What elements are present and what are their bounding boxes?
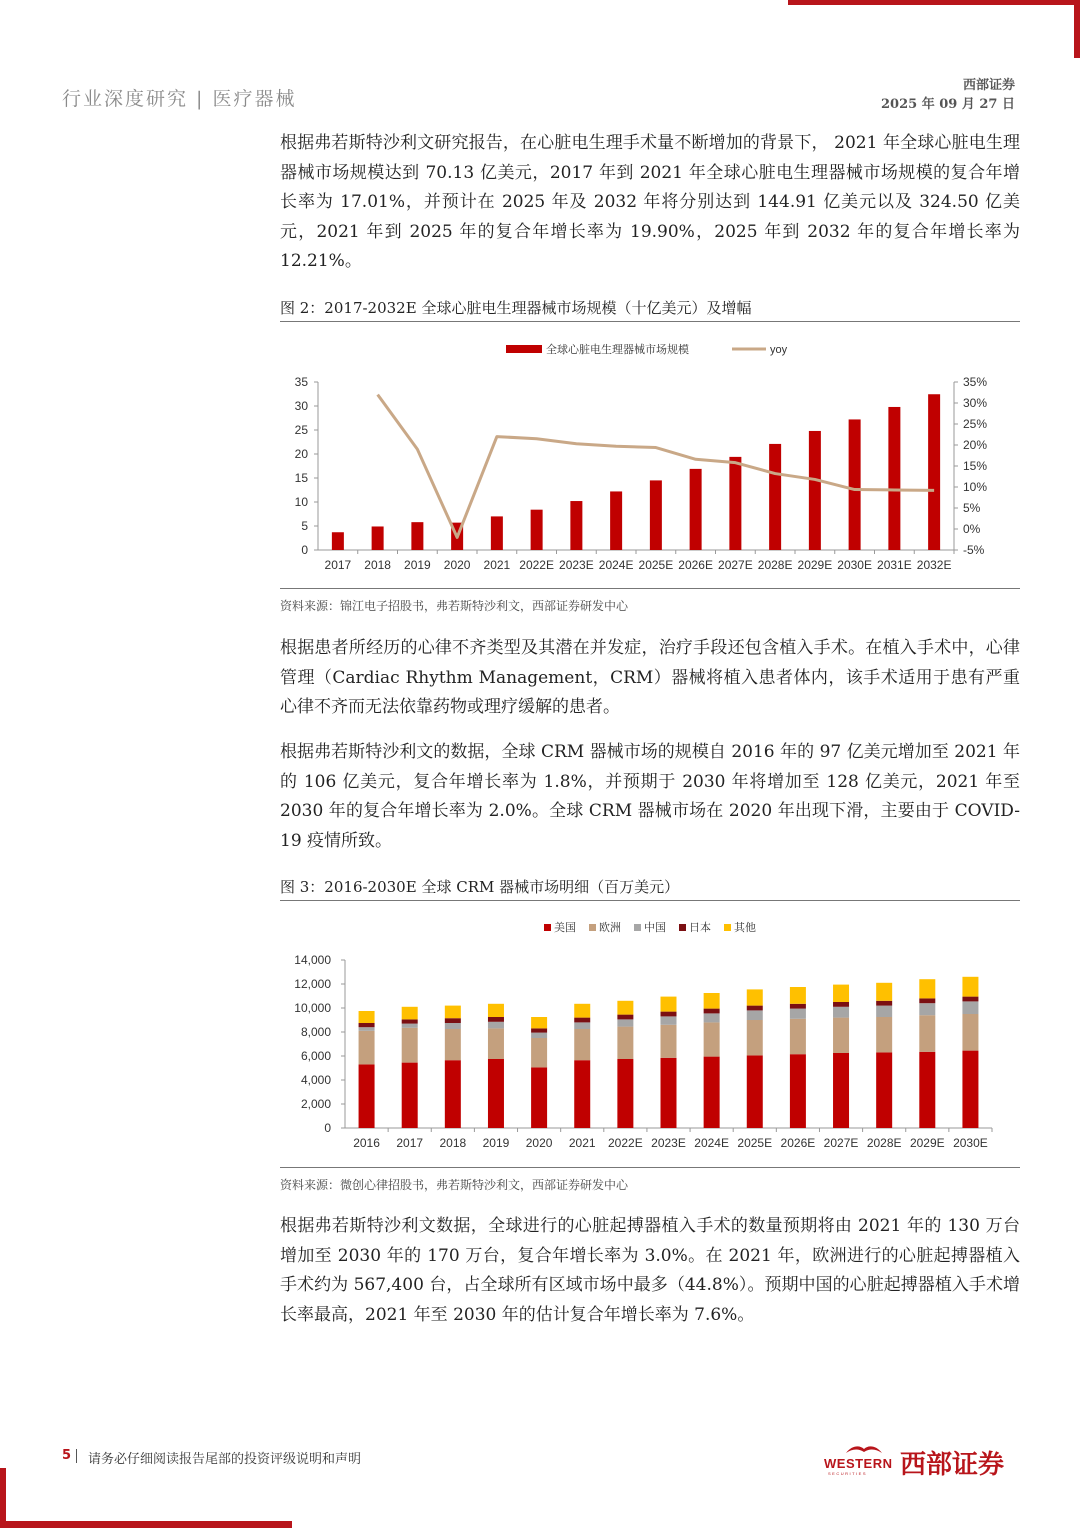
x-tick-label: 2024E bbox=[598, 558, 634, 572]
y-tick-label: 6,000 bbox=[300, 1049, 331, 1063]
stacked-bar-segment bbox=[574, 1060, 590, 1128]
legend-swatch bbox=[634, 924, 641, 931]
stacked-bar-segment bbox=[833, 985, 849, 1002]
stacked-bar-segment bbox=[531, 1017, 547, 1028]
figure-2-title: 图 2：2017-2032E 全球心脏电生理器械市场规模（十亿美元）及增幅 bbox=[280, 299, 752, 317]
y-tick-label-right: 0% bbox=[963, 522, 981, 536]
stacked-bar-segment bbox=[747, 1020, 763, 1055]
stacked-bar-segment bbox=[876, 983, 892, 1001]
stacked-bar-segment bbox=[919, 998, 935, 1003]
stacked-bar-segment bbox=[531, 1033, 547, 1038]
bar bbox=[928, 394, 940, 550]
figure-3-bottom-rule bbox=[280, 1167, 1020, 1168]
stacked-bar-segment bbox=[617, 1019, 633, 1026]
stacked-bar-segment bbox=[445, 1029, 461, 1060]
legend-swatch bbox=[544, 924, 551, 931]
y-tick-label: 2,000 bbox=[300, 1097, 331, 1111]
stacked-bar-segment bbox=[402, 1019, 418, 1023]
x-tick-label: 2029E bbox=[909, 1136, 945, 1150]
legend-label: 日本 bbox=[689, 922, 711, 934]
stacked-bar-segment bbox=[833, 1053, 849, 1128]
x-tick-label: 2023E bbox=[559, 558, 594, 572]
y-tick-label-left: 30 bbox=[294, 399, 308, 413]
figure-3-chart bbox=[280, 908, 1020, 1164]
stacked-bar-segment bbox=[919, 1015, 935, 1052]
stacked-bar-segment bbox=[359, 1031, 375, 1065]
x-tick-label: 2030E bbox=[837, 558, 872, 572]
bar bbox=[491, 516, 503, 550]
legend-swatch bbox=[724, 924, 731, 931]
x-tick-label: 2016 bbox=[353, 1136, 380, 1150]
legend-swatch bbox=[589, 924, 596, 931]
y-tick-label-left: 10 bbox=[294, 495, 308, 509]
stacked-bar-segment bbox=[445, 1018, 461, 1023]
bar bbox=[650, 480, 662, 550]
header-category: 行业深度研究 | 医疗器械 bbox=[62, 88, 297, 110]
stacked-bar-segment bbox=[747, 1055, 763, 1128]
x-tick-label: 2026E bbox=[678, 558, 713, 572]
bar bbox=[809, 431, 821, 550]
stacked-bar-segment bbox=[962, 1051, 978, 1128]
x-tick-label: 2027E bbox=[718, 558, 753, 572]
x-tick-label: 2031E bbox=[877, 558, 912, 572]
stacked-bar-segment bbox=[704, 1009, 720, 1014]
stacked-bar-segment bbox=[617, 1015, 633, 1020]
figure-2-bottom-rule bbox=[280, 588, 1020, 589]
x-tick-label: 2025E bbox=[638, 558, 674, 572]
stacked-bar-segment bbox=[402, 1028, 418, 1063]
stacked-bar-segment bbox=[359, 1011, 375, 1023]
x-tick-label: 2026E bbox=[780, 1136, 816, 1150]
y-tick-label-left: 0 bbox=[301, 543, 308, 557]
footer-divider bbox=[76, 1449, 77, 1463]
stacked-bar-segment bbox=[445, 1023, 461, 1029]
stacked-bar-segment bbox=[747, 1006, 763, 1011]
stacked-bar-segment bbox=[790, 1004, 806, 1009]
stacked-bar-segment bbox=[661, 1016, 677, 1024]
stacked-bar-segment bbox=[704, 1057, 720, 1128]
y-tick-label-left: 15 bbox=[294, 471, 308, 485]
body-paragraph-4: 根据弗若斯特沙利文数据，全球进行的心脏起搏器植入手术的数量预期将由 2021 年的 130 万台增加至 2030 年的 170 万台，复合年增长率为 3.0%。在 2021 年，欧洲进行的心脏起搏器植入手术约为 567,400 台，占全球所有区域市场中最多（44.8%）。预期中国的心脏起搏器植入手术增长率最高，2021 年至 2030 年的估计复合年增长率为 7.6%。 bbox=[280, 1216, 1020, 1325]
bar bbox=[769, 444, 781, 550]
stacked-bar-segment bbox=[790, 1054, 806, 1128]
corner-frame-left bbox=[0, 1468, 6, 1528]
x-tick-label: 2021 bbox=[568, 1136, 596, 1150]
stacked-bar-segment bbox=[488, 1004, 504, 1017]
y-tick-label-right: -5% bbox=[963, 543, 985, 557]
x-tick-label: 2022E bbox=[608, 1136, 643, 1150]
x-tick-label: 2024E bbox=[694, 1136, 729, 1150]
logo-chinese: 西部证券 bbox=[900, 1450, 1005, 1480]
x-tick-label: 2020 bbox=[525, 1136, 553, 1150]
stacked-bar-segment bbox=[531, 1038, 547, 1067]
header-company: 西部证券 bbox=[962, 78, 1015, 93]
stacked-bar-segment bbox=[359, 1027, 375, 1031]
x-tick-label: 2020 bbox=[443, 558, 471, 572]
y-tick-label-right: 35% bbox=[963, 375, 988, 389]
stacked-bar-segment bbox=[962, 1014, 978, 1051]
stacked-bar-segment bbox=[833, 1007, 849, 1018]
bar bbox=[729, 457, 741, 550]
x-tick-label: 2023E bbox=[651, 1136, 686, 1150]
x-tick-label: 2018 bbox=[439, 1136, 467, 1150]
figure-3-source: 资料来源：微创心律招股书，弗若斯特沙利文，西部证券研发中心 bbox=[280, 1178, 629, 1192]
logo-english: WESTERN bbox=[824, 1456, 893, 1471]
stacked-bar-segment bbox=[445, 1060, 461, 1128]
figure-2-top-rule bbox=[280, 321, 1020, 322]
stacked-bar-segment bbox=[962, 1001, 978, 1014]
stacked-bar-segment bbox=[617, 1027, 633, 1059]
stacked-bar-segment bbox=[704, 1022, 720, 1056]
x-tick-label: 2028E bbox=[757, 558, 793, 572]
stacked-bar-segment bbox=[617, 1001, 633, 1015]
x-tick-label: 2022E bbox=[519, 558, 554, 572]
legend-swatch bbox=[679, 924, 686, 931]
stacked-bar-segment bbox=[661, 1012, 677, 1017]
y-tick-label: 0 bbox=[324, 1121, 331, 1135]
stacked-bar-segment bbox=[574, 1004, 590, 1018]
stacked-bar-segment bbox=[833, 1002, 849, 1007]
stacked-bar-segment bbox=[574, 1018, 590, 1023]
stacked-bar-segment bbox=[661, 1058, 677, 1128]
bar bbox=[332, 532, 344, 550]
legend-swatch-bar bbox=[506, 345, 542, 353]
bull-horns-icon bbox=[844, 1444, 884, 1454]
corner-frame-right bbox=[1074, 0, 1080, 58]
x-tick-label: 2029E bbox=[797, 558, 833, 572]
stacked-bar-segment bbox=[747, 989, 763, 1005]
stacked-bar-segment bbox=[359, 1064, 375, 1128]
y-tick-label: 8,000 bbox=[300, 1025, 331, 1039]
stacked-bar-segment bbox=[402, 1007, 418, 1020]
y-tick-label: 10,000 bbox=[294, 1001, 331, 1015]
corner-frame-bottom bbox=[0, 1521, 292, 1528]
stacked-bar-segment bbox=[919, 979, 935, 998]
legend-label-bar: 全球心脏电生理器械市场规模 bbox=[546, 344, 689, 356]
x-tick-label: 2018 bbox=[364, 558, 391, 572]
bar bbox=[570, 501, 582, 550]
y-tick-label-right: 20% bbox=[963, 438, 988, 452]
stacked-bar-segment bbox=[790, 987, 806, 1004]
legend-label: 欧洲 bbox=[599, 922, 621, 934]
stacked-bar-segment bbox=[962, 977, 978, 997]
stacked-bar-segment bbox=[617, 1059, 633, 1128]
bar bbox=[888, 407, 900, 550]
body-paragraph-2: 根据患者所经历的心律不齐类型及其潜在并发症，治疗手段还包含植入手术。在植入手术中，心律管理（Cardiac Rhythm Management，CRM）器械将植入患者体内，该手术适用于患有严重心律不齐而无法依靠药物或理疗缓解的患者。 bbox=[280, 638, 1020, 718]
y-tick-label-left: 25 bbox=[294, 423, 308, 437]
y-tick-label-right: 30% bbox=[963, 396, 988, 410]
y-tick-label-right: 10% bbox=[963, 480, 988, 494]
stacked-bar-segment bbox=[488, 1017, 504, 1022]
stacked-bar-segment bbox=[574, 1029, 590, 1060]
figure-3-title: 图 3：2016-2030E 全球 CRM 器械市场明细（百万美元） bbox=[280, 878, 680, 896]
bar bbox=[849, 419, 861, 550]
x-tick-label: 2017 bbox=[324, 558, 352, 572]
logo-english-sub: SECURITIES bbox=[828, 1471, 868, 1476]
stacked-bar-segment bbox=[574, 1022, 590, 1029]
stacked-bar-segment bbox=[704, 993, 720, 1009]
figure-2-source: 资料来源：锦江电子招股书，弗若斯特沙利文，西部证券研发中心 bbox=[280, 599, 629, 613]
stacked-bar-segment bbox=[876, 1052, 892, 1128]
y-tick-label-right: 15% bbox=[963, 459, 988, 473]
bar bbox=[610, 491, 622, 550]
body-paragraph-3: 根据弗若斯特沙利文的数据，全球 CRM 器械市场的规模自 2016 年的 97 亿美元增加至 2021 年的 106 亿美元，复合年增长率为 1.8%，并预期于 2030 年将增加至 128 亿美元，2021 年至 2030 年的复合年增长率为 2.0%。全球 CRM 器械市场在 2020 年出现下滑，主要由于 COVID-19 疫情所致。 bbox=[280, 742, 1020, 851]
stacked-bar-segment bbox=[704, 1013, 720, 1022]
stacked-bar-segment bbox=[359, 1023, 375, 1027]
stacked-bar-segment bbox=[661, 1025, 677, 1058]
x-tick-label: 2025E bbox=[737, 1136, 773, 1150]
stacked-bar-segment bbox=[962, 997, 978, 1002]
x-tick-label: 2019 bbox=[482, 1136, 510, 1150]
corner-frame-top bbox=[788, 0, 1080, 5]
x-tick-label: 2019 bbox=[404, 558, 431, 572]
legend-label: 美国 bbox=[554, 922, 576, 934]
stacked-bar-segment bbox=[919, 1003, 935, 1015]
y-tick-label: 4,000 bbox=[300, 1073, 331, 1087]
footer-disclaimer: 请务必仔细阅读报告尾部的投资评级说明和声明 bbox=[88, 1452, 362, 1467]
stacked-bar-segment bbox=[488, 1059, 504, 1128]
stacked-bar-segment bbox=[919, 1052, 935, 1128]
stacked-bar-segment bbox=[445, 1006, 461, 1019]
x-tick-label: 2027E bbox=[823, 1136, 859, 1150]
body-paragraph-1: 根据弗若斯特沙利文研究报告，在心脏电生理手术量不断增加的背景下， 2021 年全球心脏电生理器械市场规模达到 70.13 亿美元，2017 年到 2021 年全球心脏电生理器械市场规模的复合年增长率为 17.01%，并预计在 2025 年及 2032 年将分别达到 144.91 亿美元以及 324.50 亿美元，2021 年到 2025 年的复合年增长率为 19.90%，2025 年到 2032 年的复合年增长率为 12.21%。 bbox=[280, 133, 1020, 272]
page-number: 5 bbox=[62, 1448, 72, 1463]
y-tick-label-left: 5 bbox=[301, 519, 308, 533]
bar bbox=[411, 522, 423, 550]
stacked-bar-segment bbox=[661, 997, 677, 1012]
legend-label-line: yoy bbox=[770, 344, 788, 356]
stacked-bar-segment bbox=[747, 1010, 763, 1020]
x-tick-label: 2021 bbox=[483, 558, 511, 572]
stacked-bar-segment bbox=[402, 1063, 418, 1128]
stacked-bar-segment bbox=[531, 1067, 547, 1128]
x-tick-label: 2028E bbox=[866, 1136, 902, 1150]
legend-label: 其他 bbox=[734, 922, 756, 934]
stacked-bar-segment bbox=[402, 1024, 418, 1028]
x-tick-label: 2017 bbox=[396, 1136, 424, 1150]
bar bbox=[690, 469, 702, 550]
company-logo bbox=[822, 1442, 1022, 1478]
stacked-bar-segment bbox=[488, 1028, 504, 1059]
stacked-bar-segment bbox=[833, 1018, 849, 1053]
y-tick-label-right: 25% bbox=[963, 417, 988, 431]
stacked-bar-segment bbox=[876, 1001, 892, 1006]
stacked-bar-segment bbox=[488, 1022, 504, 1029]
bar bbox=[372, 526, 384, 550]
y-tick-label: 12,000 bbox=[294, 977, 331, 991]
bar bbox=[531, 510, 543, 550]
y-tick-label-left: 35 bbox=[294, 375, 308, 389]
x-tick-label: 2032E bbox=[916, 558, 952, 572]
stacked-bar-segment bbox=[876, 1006, 892, 1017]
header-date: 2025 年 09 月 27 日 bbox=[881, 97, 1015, 112]
y-tick-label-left: 20 bbox=[294, 447, 308, 461]
legend-label: 中国 bbox=[644, 922, 666, 934]
y-tick-label-right: 5% bbox=[963, 501, 981, 515]
figure-3-top-rule bbox=[280, 900, 1020, 901]
stacked-bar-segment bbox=[531, 1028, 547, 1032]
y-tick-label: 14,000 bbox=[294, 953, 331, 967]
stacked-bar-segment bbox=[876, 1017, 892, 1052]
stacked-bar-segment bbox=[790, 1019, 806, 1054]
figure-2-chart bbox=[280, 330, 1020, 585]
x-tick-label: 2030E bbox=[953, 1136, 988, 1150]
stacked-bar-segment bbox=[790, 1009, 806, 1019]
